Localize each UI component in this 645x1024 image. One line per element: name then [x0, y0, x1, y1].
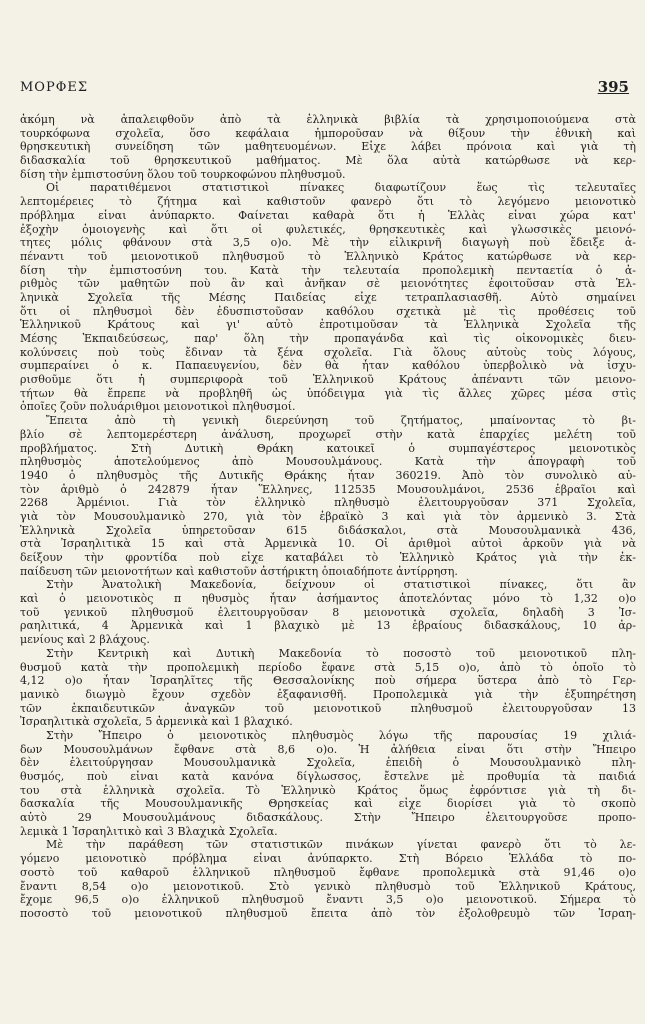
text-line: ἔναντι 8,54 ο)ο μειονοτικοῦ. Στὸ γενικὸ πληθυσμὸ τοῦ Ἑλληνικοῦ Κράτους, — [20, 879, 636, 893]
text-line: Μὲ τὴν παράθεση τῶν στατιστικῶν πινάκων γίνεται φανερὸ ὅτι τὸ λε- — [46, 838, 636, 852]
text-line: λεμικὰ 1 Ἰσραηλιτικὸ καὶ 3 Βλαχικὰ Σχολεῖα. — [20, 824, 278, 838]
text-line: ἐξοχὴν ὁμοιογενὴς καὶ ὅτι οἱ φυλετικές, θρησκευτικὲς καὶ γλωσσικὲς μειονό- — [20, 222, 636, 236]
journal-title: ΜΟΡΦΕΣ — [20, 80, 89, 95]
text-line: ληνικὰ Σχολεῖα τῆς Μέσης Παιδείας εἶχε τετραπλασιασθῆ. Αὐτὸ σημαίνει — [20, 290, 636, 304]
text-line: Ἑλληνικὰ Σχολεῖα ὑπηρετοῦσαν 615 διδάσκαλοι, στὰ Μουσουλμανικὰ 436, — [20, 523, 636, 537]
text-line: θρησκευτικὴ συνείδηση τῶν μαθητευομένων. Εἶχε λάβει πρόνοια καὶ γιὰ τὴ — [20, 140, 636, 154]
running-header — [20, 80, 629, 102]
text-line: ραηλιτικά, 4 Ἀρμενικὰ καὶ 1 βλαχικὸ μὲ 13 ἑβραίους διδασκάλους, 10 ἀρ- — [20, 619, 636, 633]
text-line: τὸν ἀριθμὸ ὁ 242879 ἦταν Ἕλληνες, 112535 Μουσουλμάνοι, 2536 ἑβραῖοι καὶ — [20, 482, 636, 496]
text-line: δων Μουσουλμάνων ἔφθανε στὰ 8,6 ο)ο. Ἡ ἀλήθεια εἶναι ὅτι στὴν Ἤπειρο — [20, 742, 636, 756]
text-line: ὁποῖες ζοῦν πολυάριθμοι μειονοτικοὶ πληθυσμοί. — [20, 400, 296, 414]
text-line: καὶ ὁ μειονοτικὸς π ηθυσμὸς ἦταν ἀσήμαντος ἀποτελόντας μόνο τὸ 1,32 ο)ο — [20, 592, 636, 606]
text-line: πέναντι τοῦ μειονοτικοῦ πληθυσμοῦ τὸ Ἑλληνικὸ Κράτος κατώρθωσε νὰ κερ- — [20, 249, 636, 263]
text-line: δείξουν τὴν φροντίδα ποὺ εἶχε καταβάλει τὸ Ἑλληνικὸ Κράτος γιὰ τὴν ἐκ- — [20, 551, 636, 564]
text-line: διδασκαλία τοῦ θρησκευτικοῦ μαθήματος. Μὲ ὅλα αὐτὰ κατώρθωσε νὰ κερ- — [20, 154, 636, 168]
text-line: Μέσης Ἐκπαιδεύσεως, παρ' ὅλη τὴν προπαγάνδα καὶ τὶς οἰκονομικὲς διευ- — [20, 332, 636, 345]
text-line: Ἔπειτα ἀπὸ τὴ γενικὴ διερεύνηση τοῦ ζητήματος, μπαίνοντας τὸ βι- — [46, 414, 636, 428]
text-line: τητες μόλις φθάνουν στὰ 3,5 ο)ο. Μὲ τὴν εἰλικρινῆ διαγωγὴ ποὺ ἔδειξε ἀ- — [20, 236, 636, 250]
text-line: γόμενο μειονοτικὸ πρόβλημα εἶναι ἀνύπαρκτο. Στὴ Βόρειο Ἑλλάδα τὸ πο- — [20, 852, 636, 866]
text-line: Ἑλληνικοῦ Κράτους καὶ γι' αὐτὸ ἐπροτιμοῦσαν τὰ Ἑλληνικὰ Σχολεῖα τῆς — [20, 318, 636, 332]
text-line: κολύνσεις ποὺ τοὺς ἔδιναν τὰ ξένα σχολεῖα. Γιὰ ὅλους αὐτοὺς τοὺς λόγους, — [20, 345, 636, 359]
text-line: Στὴν Ἤπειρο ὁ μειονοτικὸς πληθυσμὸς λόγω τῆς παρουσίας 19 χιλιά- — [46, 728, 636, 742]
text-line: 2268 Ἀρμένιοι. Γιὰ τὸν ἑλληνικὸ πληθυσμὸ ἐλειτουργοῦσαν 371 Σχολεῖα, — [20, 496, 636, 510]
text-line: θυσμός, ποὺ εἶναι κατὰ κανόνα δίγλωσσος, ἔστελνε μὲ προθυμία τὰ παιδιά — [20, 770, 636, 783]
text-line: αὐτὸ 29 Μουσουλμάνους διδασκάλους. Στὴν Ἤπειρο ἐλειτουργοῦσε προπο- — [20, 811, 636, 825]
text-line: ὅτι οἱ πληθυσμοὶ δὲν ἐδυσπιστοῦσαν καθόλου σχετικὰ μὲ τὶς προθέσεις τοῦ — [20, 304, 636, 318]
text-line: του στὰ ἑλληνικὰ σχολεῖα. Τὸ Ἑλληνικὸ Κράτος ὅμως ἐφρόντισε γιὰ τὴ δι- — [20, 783, 636, 797]
text-line: γιὰ τὸν Μουσουλμανικὸ 270, γιὰ τὸν ἑβραϊκὸ 3 καὶ γιὰ τὸν ἀρμενικὸ 3. Στὰ — [20, 509, 636, 523]
text-line: τήτων θὰ ἔπρεπε νὰ προβληθῆ ὡς ὑπόδειγμα γιὰ τὶς ἄλλες χῶρες μέσα στὶς — [20, 386, 636, 400]
text-line: Στὴν Ἀνατολικὴ Μακεδονία, δείχνουν οἱ στατιστικοὶ πίνακες, ὅτι ἂν — [46, 578, 636, 592]
text-line: πληθυσμὸς ἀποτελούμενος ἀπὸ Μουσουλμάνους. Κατὰ τὴν ἀπογραφὴ τοῦ — [20, 455, 636, 469]
text-line: τουρκόφωνα σχολεῖα, ὅσο κεφάλαια ἠμποροῦσαν νὰ θίξουν τὴν ἐθνικὴ καὶ — [20, 126, 636, 140]
text-line: ἔχομε 96,5 ο)ο ἑλληνικοῦ πληθυσμοῦ ἔναντι 3,5 ο)ο μειονοτικοῦ. Σήμερα τὸ — [20, 893, 636, 907]
page-number: 395 — [597, 78, 629, 96]
text-line: μενίους καὶ 2 βλάχους. — [20, 633, 150, 647]
text-line: δίση τὴν ἐμπιστοσύνη του. Κατὰ τὴν τελευταία προπολεμικὴ πενταετία ὁ ἀ- — [20, 263, 636, 277]
text-line: δασκαλία τῆς Μουσουλμανικῆς Θρησκείας καὶ εἶχε διορίσει γιὰ τὸ σκοπὸ — [20, 797, 636, 811]
text-line: παίδευση τῶν μειονοτήτων καὶ καθιστοῦν ἀστήρικτη ὁποιαδήποτε ἀντίρρηση. — [20, 564, 458, 578]
text-line: ριθμὸς τῶν μαθητῶν ποὺ ἂν καὶ ἀνῆκαν σὲ μειονότητες ἐφοιτοῦσαν στὰ Ἑλ- — [20, 277, 636, 291]
text-line: δίση τὴν ἐμπιστοσύνη ὅλου τοῦ τουρκοφώνου πληθυσμοῦ. — [20, 167, 346, 181]
text-line: συμπεραίνει ὁ κ. Παπαευγενίου, δὲν θὰ ἦταν καθόλου ὑπερβολικὸ νὰ ἰσχυ- — [20, 359, 636, 373]
text-line: Ἰσραηλιτικὰ σχολεῖα, 5 ἀρμενικὰ καὶ 1 βλαχικό. — [20, 715, 293, 729]
text-line: τοῦ γενικοῦ πληθυσμοῦ ἐλειτουργοῦσαν 8 μειονοτικὰ σχολεῖα, δηλαδὴ 3 Ἰσ- — [20, 605, 636, 619]
text-line: ἀκόμη νὰ ἀπαλειφθοῦν ἀπὸ τὰ ἑλληνικὰ βιβλία τὰ χρησιμοποιούμενα στὰ — [20, 113, 636, 126]
body-text — [20, 113, 636, 921]
text-line: στὰ Ἰσραηλιτικὰ 15 καὶ στὰ Ἀρμενικὰ 10. Οἱ ἀριθμοὶ αὐτοὶ ἀρκοῦν γιὰ νὰ — [20, 537, 636, 551]
text-line: ρισθοῦμε ὅτι ἡ συμπεριφορὰ τοῦ Ἑλληνικοῦ Κράτους ἀπέναντι τῶν μειονο- — [20, 373, 636, 387]
text-line: ποσοστὸ τοῦ μειονοτικοῦ πληθυσμοῦ ἔπειτα ἀπὸ τὸν ἐξολοθρευμὸ τῶν Ἰσραη- — [20, 906, 636, 920]
text-line: 1940 ὁ πληθυσμὸς τῆς Δυτικῆς Θράκης ἦταν 360219. Ἀπὸ τὸν συνολικὸ αὐ- — [20, 468, 636, 482]
text-line: προβλήματος. Στὴ Δυτικὴ Θράκη κατοικεῖ ὁ συμπαγέστερος μειονοτικὸς — [20, 441, 636, 455]
text-line: Οἱ παρατιθέμενοι στατιστικοὶ πίνακες διαφωτίζουν ἕως τὶς τελευταῖες — [46, 181, 636, 195]
text-line: τῶν ἐκπαιδευτικῶν ἀναγκῶν τοῦ μειονοτικοῦ πληθυσμοῦ ἐλειτουργοῦσαν 13 — [20, 701, 636, 715]
text-line: μανικὸ διωγμὸ ἔχουν σχεδὸν ἐξαφανισθῆ. Προπολεμικὰ γιὰ τὴν ἐξυπηρέτηση — [20, 687, 636, 701]
text-line: πρόβλημα εἶναι ἀνύπαρκτο. Φαίνεται καθαρὰ ὅτι ἡ Ἑλλὰς εἶναι χώρα κατ' — [20, 208, 636, 222]
text-line: σοστὸ τοῦ καθαροῦ ἑλληνικοῦ πληθυσμοῦ ἔφθανε προπολεμικὰ στὰ 91,46 ο)ο — [20, 865, 636, 879]
text-line: λεπτομέρειες τὸ ζήτημα καὶ καθιστοῦν φανερὸ ὅτι τὸ λεγόμενο μειονοτικὸ — [20, 195, 636, 209]
text-line: 4,12 ο)ο ἦταν Ἰσραηλῖτες τῆς Θεσσαλονίκης ποὺ σήμερα ὕστερα ἀπὸ τὸ Γερ- — [20, 674, 636, 688]
text-line: Στὴν Κεντρικὴ καὶ Δυτικὴ Μακεδονία τὸ ποσοστὸ τοῦ μειονοτικοῦ πλη- — [46, 646, 636, 660]
text-line: δὲν ἐλειτούργησαν Μουσουλμανικὰ Σχολεῖα, ἐπειδὴ ὁ Μουσουλμανικὸ πλη- — [20, 756, 636, 770]
text-line: θυσμοῦ κατὰ τὴν προπολεμικὴ περίοδο ἔφανε στὰ 5,15 ο)ο, ἀπὸ τὸ ὁποῖο τὸ — [20, 660, 636, 674]
text-line: βλίο σὲ λεπτομερέστερη ἀνάλυση, προχωρεῖ στὴν κατὰ ἐπαρχίες μελέτη τοῦ — [20, 427, 636, 441]
